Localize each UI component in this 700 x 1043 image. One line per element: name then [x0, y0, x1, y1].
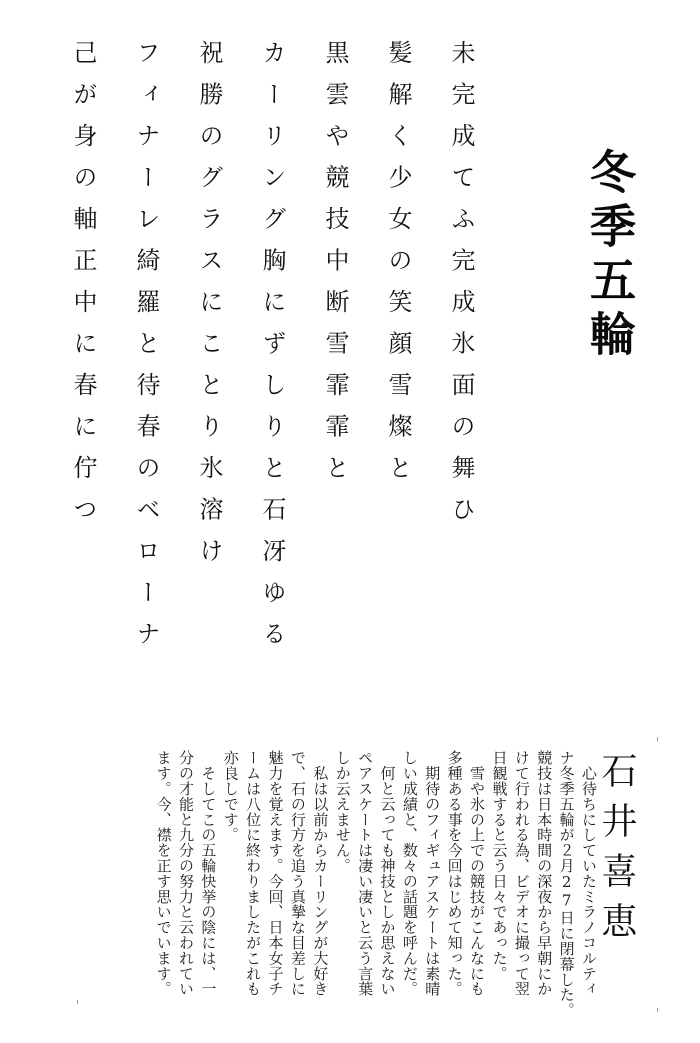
essay-line: 分の才能と九分の努力と云われてい [176, 750, 195, 997]
essay-line: しい成績と、数々の話題を呼んだ。 [400, 750, 419, 997]
essay-line: 期待のフィギュアスケートは素晴 [423, 750, 442, 997]
haiku-line: 己が身の軸正中に春に佇つ [69, 40, 97, 538]
essay-line: 多種ある事を今回はじめて知った。 [445, 750, 464, 997]
essay-line: 心待ちにしていたミラノコルティ [580, 750, 598, 997]
haiku-line: 黒雲や競技中断雪霏霏と [321, 40, 349, 497]
essay-line: ます。今、襟を正す思いでいます。 [154, 750, 173, 997]
haiku-block [51, 40, 492, 680]
essay-block [152, 750, 600, 1025]
scan-mark [77, 1000, 78, 1004]
essay-line: ペアスケートは凄い凄いと云う言葉 [356, 750, 375, 997]
essay-line: ームは八位に終わりましたがこれも [244, 750, 263, 997]
haiku-line: フィナーレ綺羅と待春のベローナ [132, 40, 160, 663]
essay-line: そしてこの五輪快挙の陰には、一 [199, 750, 218, 997]
haiku-line: 祝勝のグラスにことり氷溶け [195, 40, 223, 580]
essay-line: で、石の行方を追う真摯な目差しに [288, 750, 307, 997]
scan-mark [657, 1008, 658, 1012]
scan-mark [657, 737, 658, 741]
essay-line: 競技は日本時間の深夜から早朝にか [535, 750, 554, 997]
essay-line: 亦良しです。 [221, 750, 240, 843]
author-name: 石井喜恵 [596, 752, 637, 952]
essay-line: 魅力を覚えます。今回、日本女子チ [266, 750, 285, 997]
essay-line: 日観戦すると云う日々であった。 [490, 750, 509, 981]
essay-line: けて行われる為、ビデオに撮って翌 [512, 750, 531, 997]
haiku-line: カーリング胸にずしりと石冴ゆる [258, 40, 286, 663]
essay-line: ナ冬季五輪が２月27日に閉幕した。 [557, 750, 576, 1018]
haiku-line: 髪解く少女の笑顔雪燦と [384, 40, 412, 497]
essay-line: 何と云っても神技としか思えない [378, 750, 397, 997]
essay-line: しか云えません。 [333, 750, 352, 874]
essay-line: 雪や氷の上での競技がこんなにも [468, 750, 487, 997]
haiku-line: 未完成てふ完成氷面の舞ひ [447, 40, 475, 538]
essay-line: 私は以前からカーリングが大好き [311, 750, 330, 997]
page-title: 冬季五輪 [583, 148, 637, 364]
